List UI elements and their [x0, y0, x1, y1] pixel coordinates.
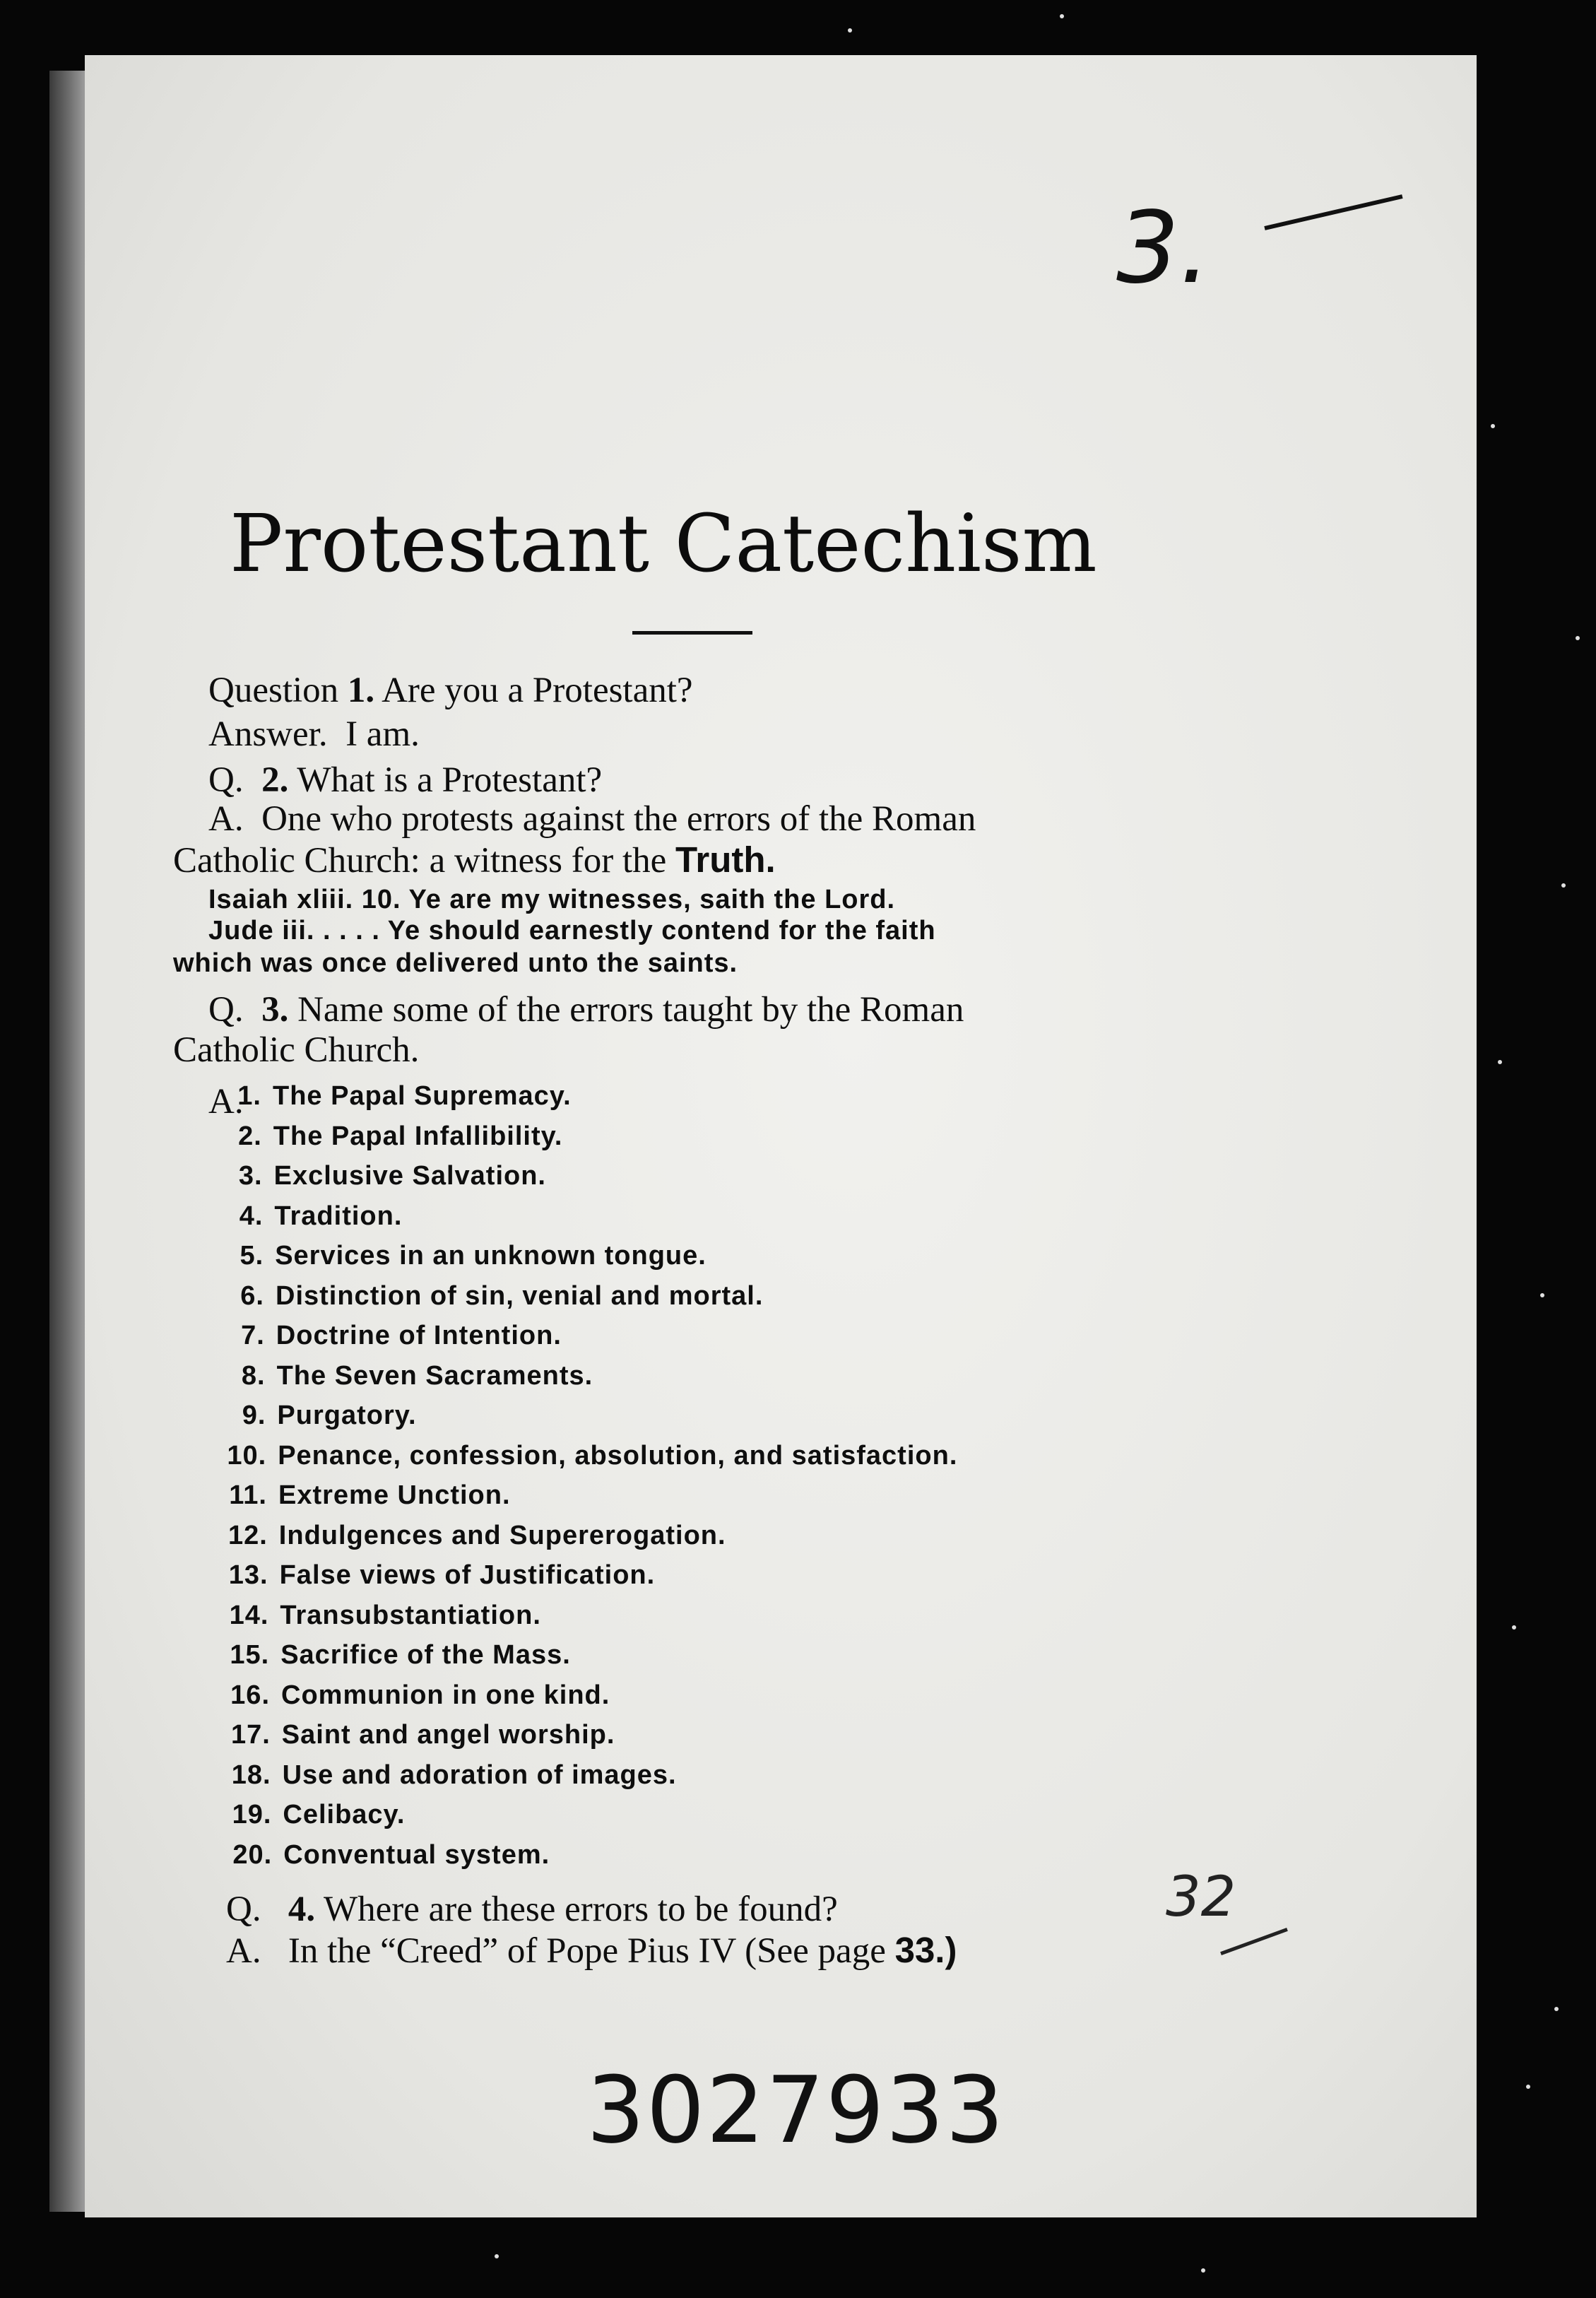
- question-label: Q.: [226, 1890, 261, 1929]
- answer-emphasis-truth: Truth.: [675, 839, 776, 880]
- error-list-text: The Papal Supremacy.: [273, 1081, 572, 1111]
- error-list-item: [213, 1680, 610, 1711]
- error-list-number: 20.: [232, 1839, 273, 1870]
- answer-2-line-1: [208, 799, 976, 839]
- question-label: Q.: [208, 760, 244, 800]
- question-text: Where are these errors to be found?: [323, 1890, 838, 1929]
- error-list-text: False views of Justification.: [279, 1560, 656, 1590]
- error-list-text: Transubstantiation.: [280, 1600, 541, 1630]
- error-list-text: Services in an unknown tongue.: [275, 1241, 707, 1271]
- error-list-number: 13.: [228, 1560, 268, 1590]
- error-list-number: 6.: [240, 1280, 264, 1311]
- error-list-item: [215, 1800, 405, 1830]
- answer-text: In the “Creed” of Pope Pius IV (See page: [288, 1931, 886, 1971]
- title-rule-divider: [632, 631, 752, 635]
- question-2: [208, 760, 602, 801]
- handwritten-mark-top: 3.: [1116, 191, 1211, 306]
- question-number: 2.: [261, 760, 289, 800]
- error-list-item: [206, 1201, 402, 1232]
- error-list-text: Saint and angel worship.: [281, 1720, 615, 1750]
- error-list-number: 2.: [238, 1121, 262, 1151]
- question-text: Are you a Protestant?: [382, 671, 693, 710]
- scripture-ref-jude: Jude iii. . . . . Ye should earnestly contend for the faith: [208, 916, 936, 945]
- error-list-item: [208, 1321, 562, 1351]
- error-list-number: 12.: [227, 1520, 268, 1550]
- answer-2-line-2: [173, 839, 776, 881]
- error-list-number: 18.: [231, 1760, 271, 1790]
- error-list-number: 15.: [230, 1640, 270, 1670]
- error-list-number: 7.: [241, 1321, 265, 1350]
- answer-1: [208, 714, 420, 755]
- error-list-item: [215, 1840, 550, 1870]
- error-list-text: Distinction of sin, venial and mortal.: [276, 1280, 764, 1311]
- error-list-text: Penance, confession, absolution, and satisfaction.: [278, 1440, 958, 1471]
- question-3-line-2: Catholic Church.: [173, 1030, 420, 1070]
- question-number: 4.: [288, 1890, 316, 1929]
- page-title: Protestant Catechism: [230, 498, 1097, 590]
- answer-text: Catholic Church: a witness for the: [173, 841, 667, 880]
- handwritten-page-correction: 32: [1166, 1866, 1236, 1929]
- error-list-number: 8.: [241, 1360, 266, 1391]
- error-list-number: 5.: [240, 1241, 264, 1271]
- scripture-ref-jude-cont: which was once delivered unto the saints.: [173, 948, 738, 978]
- error-list-item: [211, 1480, 511, 1511]
- question-4: [226, 1889, 838, 1930]
- question-1: [208, 670, 693, 711]
- error-list-number: 19.: [232, 1800, 272, 1829]
- answer-4: [226, 1929, 957, 1972]
- scripture-ref-isaiah: Isaiah xliii. 10. Ye are my witnesses, saith the Lord.: [208, 885, 896, 914]
- error-list-text: Extreme Unction.: [278, 1480, 511, 1510]
- error-list-text: Doctrine of Intention.: [276, 1321, 562, 1350]
- error-list-text: Exclusive Salvation.: [273, 1161, 546, 1191]
- error-list-item: [214, 1720, 615, 1750]
- error-list-text: Tradition.: [274, 1201, 403, 1231]
- error-list-item: [207, 1241, 707, 1271]
- question-number: 1.: [347, 671, 375, 710]
- error-list-number: 17.: [230, 1720, 271, 1750]
- error-list-item: [211, 1521, 726, 1551]
- question-number: 3.: [261, 990, 289, 1030]
- error-list-item: [215, 1760, 677, 1791]
- error-list-number: 4.: [239, 1201, 264, 1231]
- error-list-number: 3.: [238, 1161, 263, 1191]
- error-list-number: 9.: [242, 1401, 266, 1430]
- error-list-number: 14.: [229, 1600, 269, 1630]
- answer-text: I am.: [345, 714, 420, 754]
- error-list-item: [209, 1401, 416, 1431]
- error-list-text: Purgatory.: [277, 1401, 417, 1430]
- error-list-number: 10.: [227, 1440, 267, 1471]
- error-list-text: Celibacy.: [283, 1800, 406, 1829]
- question-3-line-1: [208, 989, 964, 1030]
- handwritten-catalog-number: 3027933: [586, 2056, 1005, 2164]
- error-list-text: Indulgences and Supererogation.: [278, 1520, 726, 1550]
- error-list-text: The Seven Sacraments.: [276, 1360, 593, 1391]
- error-list-number: 11.: [229, 1480, 267, 1510]
- error-list-text: The Papal Infallibility.: [273, 1121, 563, 1151]
- error-list-item: [206, 1121, 563, 1152]
- error-list-item: [208, 1281, 763, 1312]
- answer-3-label: A.: [208, 1082, 244, 1121]
- error-list-text: Use and adoration of images.: [282, 1760, 677, 1790]
- question-text: What is a Protestant?: [297, 760, 603, 800]
- error-list-item: [210, 1441, 957, 1471]
- error-list-item: [206, 1161, 546, 1191]
- answer-page-ref: 33.): [894, 1930, 957, 1970]
- error-list-item: [209, 1361, 593, 1391]
- answer-label: A.: [226, 1931, 261, 1971]
- answer-text: One who protests against the errors of the Roman: [261, 799, 976, 839]
- error-list-text: Conventual system.: [283, 1839, 550, 1870]
- error-list-text: Sacrifice of the Mass.: [280, 1640, 571, 1670]
- answer-label: A.: [208, 799, 244, 839]
- error-list-item: [213, 1640, 571, 1671]
- error-list-text: Communion in one kind.: [281, 1680, 610, 1710]
- error-list-item: [205, 1081, 572, 1112]
- answer-label: Answer.: [208, 714, 328, 754]
- question-text: Name some of the errors taught by the Roman: [297, 990, 964, 1030]
- error-list-item: [212, 1560, 656, 1591]
- question-label: Q.: [208, 990, 244, 1030]
- error-list-number: 1.: [237, 1081, 261, 1111]
- error-list-number: 16.: [230, 1680, 270, 1710]
- error-list-item: [212, 1601, 540, 1631]
- question-label: Question: [208, 671, 339, 710]
